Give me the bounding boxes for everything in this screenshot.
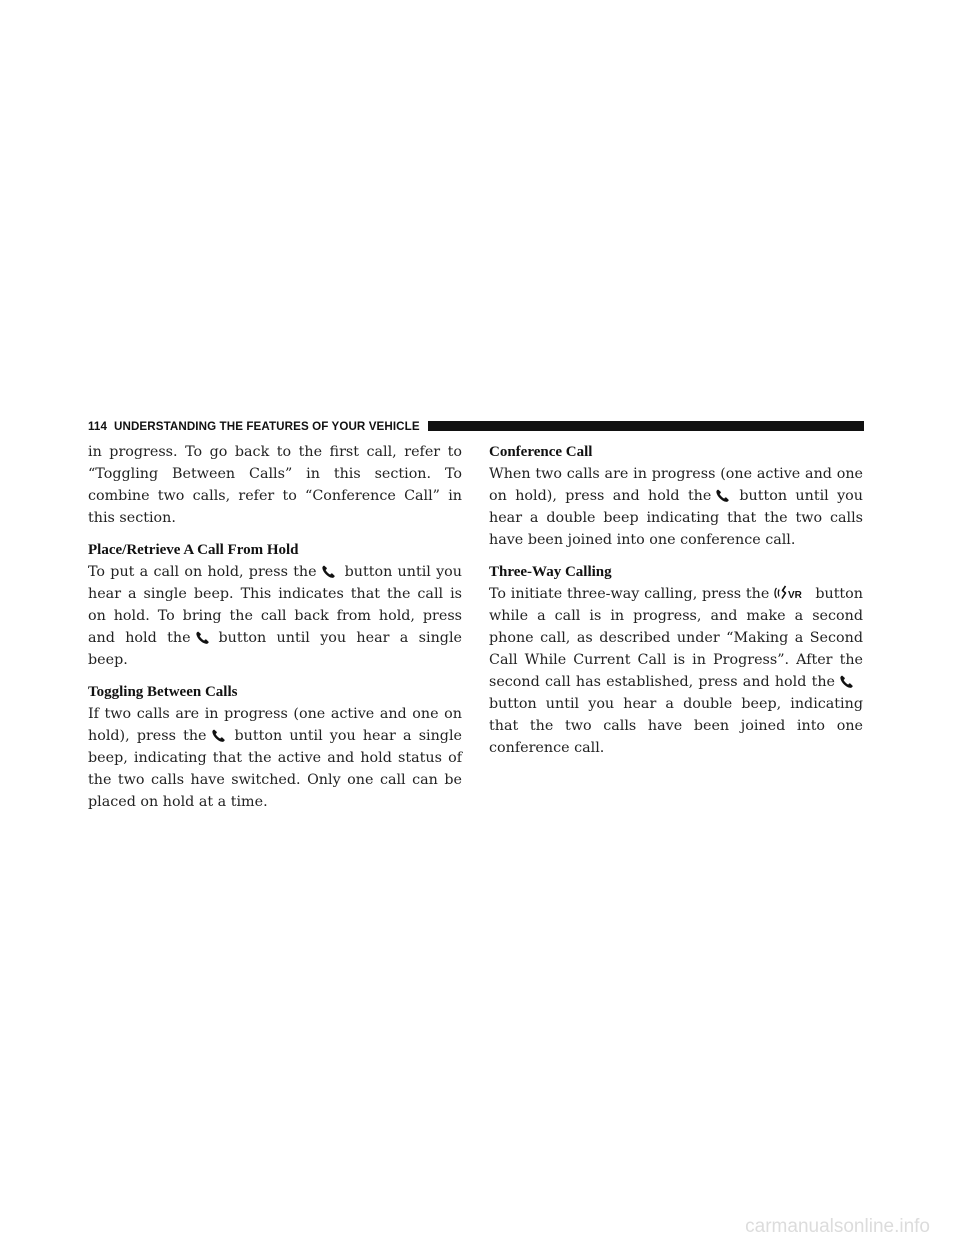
hold-paragraph bbox=[88, 561, 462, 671]
phone-icon bbox=[211, 729, 227, 743]
conference-heading: Conference Call bbox=[489, 444, 593, 460]
header-rule bbox=[428, 421, 864, 431]
three-way-heading: Three-Way Calling bbox=[489, 564, 612, 580]
hold-text-2: button until you hear a single beep. This indicates that the call is on hold. To bring the call back from hold, press and hold the bbox=[88, 564, 462, 646]
intro-paragraph: in progress. To go back to the first call, refer to “Toggling Between Calls” in this section. To combine two calls, refer to “Conference Call” in this section. bbox=[88, 444, 462, 526]
toggling-text-2: button until you hear a single beep, indicating that the active and hold status of the two calls have switched. Only one call can be placed on hold at a time. bbox=[88, 728, 462, 810]
three-way-text-1: To initiate three-way calling, press the bbox=[489, 586, 770, 602]
three-way-text-2: button while a call is in progress, and make a second phone call, as described under “Making a Second Call While Current Call is in Progress”. After the second call has established, press and hold the bbox=[489, 586, 863, 690]
three-way-text-3: button until you hear a double beep, indicating that the two calls have been joined into one conference call. bbox=[489, 696, 863, 756]
section-title: UNDERSTANDING THE FEATURES OF YOUR VEHICLE bbox=[114, 419, 420, 433]
hold-heading: Place/Retrieve A Call From Hold bbox=[88, 542, 299, 558]
phone-icon bbox=[321, 565, 337, 579]
conference-text-2: button until you hear a double beep indicating that the two calls have been joined into one conference call. bbox=[489, 488, 863, 548]
conference-text-1: When two calls are in progress (one active and one on hold), press and hold the bbox=[489, 466, 863, 504]
toggling-text-1: If two calls are in progress (one active and one on hold), press the bbox=[88, 706, 462, 744]
right-column bbox=[489, 441, 863, 759]
toggling-paragraph bbox=[88, 703, 462, 813]
left-column bbox=[88, 441, 462, 813]
watermark: carmanualsonline.info bbox=[745, 1216, 930, 1237]
three-way-paragraph bbox=[489, 583, 863, 759]
voice-command-icon bbox=[773, 585, 807, 601]
conference-paragraph bbox=[489, 463, 863, 551]
hold-text-3: button until you hear a single beep. bbox=[88, 630, 462, 668]
phone-icon bbox=[715, 489, 731, 503]
phone-icon bbox=[195, 631, 211, 645]
voice-label: VR bbox=[788, 590, 803, 601]
header-label bbox=[88, 420, 420, 433]
phone-icon bbox=[839, 675, 855, 689]
toggling-heading: Toggling Between Calls bbox=[88, 684, 238, 700]
page-number: 114 bbox=[88, 419, 108, 433]
page-header bbox=[88, 418, 864, 434]
hold-text-1: To put a call on hold, press the bbox=[88, 564, 317, 580]
